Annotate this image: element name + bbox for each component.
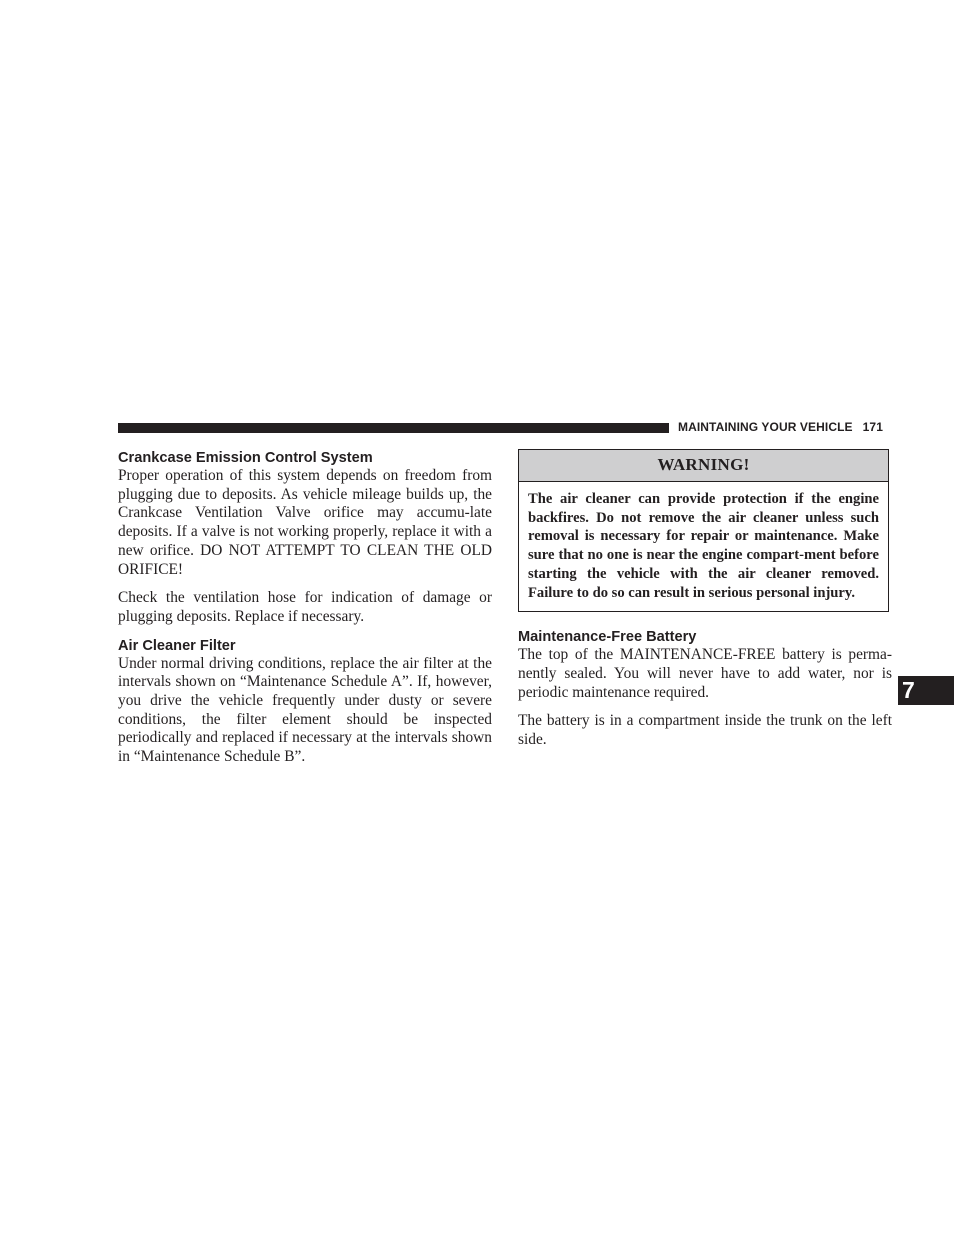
page-number: 171 xyxy=(862,420,883,434)
warning-title: WARNING! xyxy=(519,450,888,482)
header-rule xyxy=(118,423,669,433)
warning-body: The air cleaner can provide protection if the engine backfires. Do not remove the air cleaner unless such removal is necessary for repair or maintenance. Make sure that no one is near the engine compart-ment before starting the vehicle with the air cleaner removed. Failure to do so can result in serious personal injury. xyxy=(528,491,879,601)
battery-heading: Maintenance-Free Battery xyxy=(518,629,697,646)
air-cleaner-paragraph: Under normal driving conditions, replace the air filter at the intervals shown on “Maintenance Schedule A”. If, however, you drive the vehicle frequently under dusty or severe conditions, the filter element should be inspected periodically and replaced if necessary at the intervals shown in “Maintenance Schedule B”. xyxy=(118,654,492,766)
section-title: MAINTAINING YOUR VEHICLE xyxy=(678,420,853,434)
running-header xyxy=(678,420,883,434)
crankcase-paragraph-1: Proper operation of this system depends on freedom from plugging due to deposits. As vehicle mileage builds up, the Crankcase Ventilation Valve orifice may accumu-late deposits. If a valve is not working properly, replace it with a new orifice. DO NOT ATTEMPT TO CLEAN THE OLD ORIFICE! xyxy=(118,467,492,578)
battery-paragraph-2: The battery is in a compartment inside the trunk on the left side. xyxy=(518,712,892,749)
battery-paragraph-1: The top of the MAINTENANCE-FREE battery is perma-nently sealed. You will never have to add water, nor is periodic maintenance required. xyxy=(518,646,892,701)
warning-box xyxy=(518,449,889,612)
chapter-tab: 7 xyxy=(898,676,954,705)
crankcase-heading: Crankcase Emission Control System xyxy=(118,450,373,466)
right-column xyxy=(518,449,892,750)
left-column xyxy=(118,449,492,767)
crankcase-paragraph-2: Check the ventilation hose for indication of damage or plugging deposits. Replace if necessary. xyxy=(118,589,492,625)
air-cleaner-heading: Air Cleaner Filter xyxy=(118,637,236,654)
